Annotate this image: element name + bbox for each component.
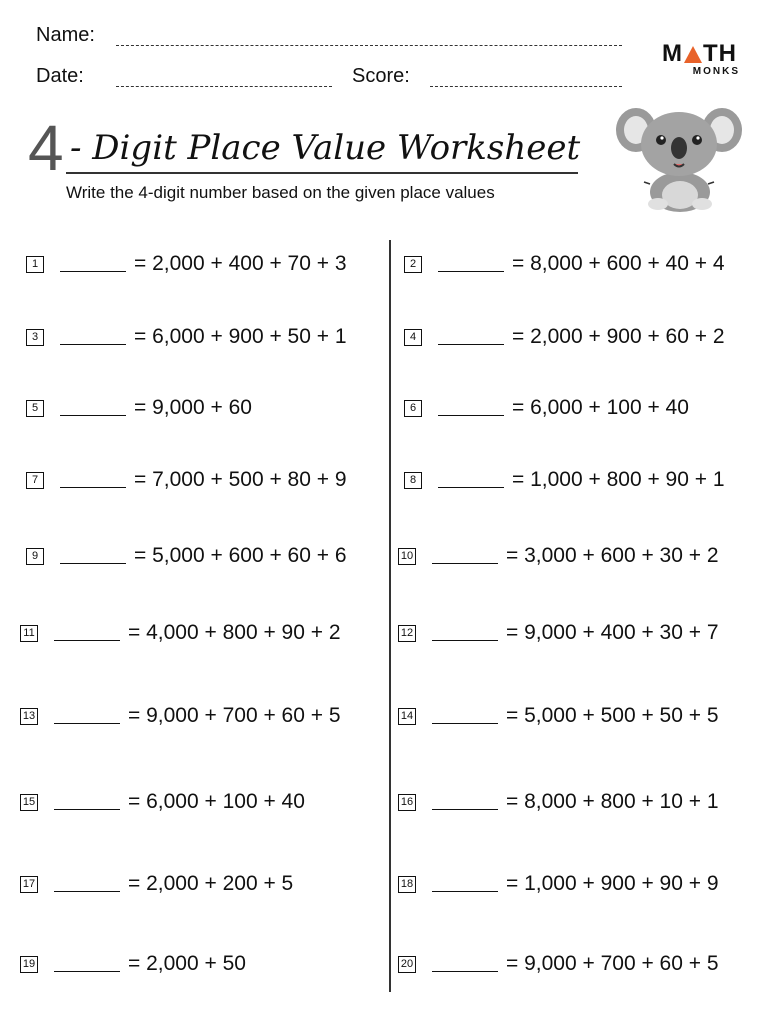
answer-blank[interactable]: [60, 401, 126, 416]
title-number: 4: [28, 112, 64, 184]
problem-number: 19: [20, 956, 38, 973]
problem-item: [20, 869, 293, 899]
problem-item: [404, 465, 725, 495]
problem-item: [398, 701, 719, 731]
problem-number: 1: [26, 256, 44, 273]
problem-expression: = 8,000 + 600 + 40 + 4: [512, 252, 725, 275]
problem-expression: = 9,000 + 60: [134, 396, 252, 419]
problem-number: 18: [398, 876, 416, 893]
problem-number: 15: [20, 794, 38, 811]
answer-blank[interactable]: [54, 877, 120, 892]
answer-blank[interactable]: [60, 330, 126, 345]
problem-item: [398, 618, 719, 648]
problem-expression: = 9,000 + 400 + 30 + 7: [506, 621, 719, 644]
problem-expression: = 2,000 + 400 + 70 + 3: [134, 252, 347, 275]
problem-item: [398, 869, 719, 899]
problem-number: 11: [20, 625, 38, 642]
problem-number: 17: [20, 876, 38, 893]
problem-item: [398, 541, 719, 571]
problem-expression: = 1,000 + 900 + 90 + 9: [506, 872, 719, 895]
column-divider: [389, 240, 391, 992]
answer-blank[interactable]: [432, 549, 498, 564]
answer-blank[interactable]: [60, 257, 126, 272]
answer-blank[interactable]: [54, 795, 120, 810]
problem-number: 14: [398, 708, 416, 725]
instructions: Write the 4-digit number based on the given place values: [66, 183, 495, 202]
problem-expression: = 5,000 + 500 + 50 + 5: [506, 704, 719, 727]
answer-blank[interactable]: [54, 957, 120, 972]
problem-expression: = 1,000 + 800 + 90 + 1: [512, 468, 725, 491]
score-label: Score:: [352, 65, 410, 87]
problem-number: 2: [404, 256, 422, 273]
problem-expression: = 6,000 + 100 + 40: [512, 396, 689, 419]
answer-blank[interactable]: [432, 709, 498, 724]
problem-item: [20, 618, 341, 648]
title-underline: [66, 172, 578, 174]
problem-item: [20, 787, 305, 817]
triangle-a-icon: [684, 46, 702, 63]
problem-number: 13: [20, 708, 38, 725]
problem-item: [20, 949, 246, 979]
problem-number: 5: [26, 400, 44, 417]
problem-item: [26, 393, 252, 423]
name-label: Name:: [36, 24, 95, 46]
logo-text-right: TH: [703, 40, 737, 67]
problem-number: 12: [398, 625, 416, 642]
answer-blank[interactable]: [432, 626, 498, 641]
problem-expression: = 6,000 + 900 + 50 + 1: [134, 325, 347, 348]
problem-item: [26, 322, 347, 352]
answer-blank[interactable]: [438, 330, 504, 345]
problem-item: [404, 393, 689, 423]
problem-number: 9: [26, 548, 44, 565]
score-field[interactable]: [430, 86, 622, 87]
answer-blank[interactable]: [438, 401, 504, 416]
logo-subtext: MONKS: [692, 66, 740, 77]
problem-expression: = 8,000 + 800 + 10 + 1: [506, 790, 719, 813]
problem-item: [404, 322, 725, 352]
problem-expression: = 9,000 + 700 + 60 + 5: [128, 704, 341, 727]
problem-expression: = 4,000 + 800 + 90 + 2: [128, 621, 341, 644]
answer-blank[interactable]: [60, 473, 126, 488]
date-field[interactable]: [116, 86, 332, 87]
problem-number: 7: [26, 472, 44, 489]
problem-item: [398, 787, 719, 817]
problem-expression: = 9,000 + 700 + 60 + 5: [506, 952, 719, 975]
answer-blank[interactable]: [432, 795, 498, 810]
math-monks-logo: [662, 40, 740, 77]
koala-icon: [614, 100, 744, 212]
problem-item: [398, 949, 719, 979]
answer-blank[interactable]: [54, 709, 120, 724]
problem-number: 20: [398, 956, 416, 973]
problem-item: [26, 249, 347, 279]
problem-expression: = 7,000 + 500 + 80 + 9: [134, 468, 347, 491]
answer-blank[interactable]: [54, 626, 120, 641]
page-title: - Digit Place Value Worksheet: [70, 128, 581, 168]
problem-item: [26, 465, 347, 495]
problem-number: 10: [398, 548, 416, 565]
problem-number: 8: [404, 472, 422, 489]
problem-number: 6: [404, 400, 422, 417]
name-field[interactable]: [116, 45, 622, 46]
problem-expression: = 2,000 + 200 + 5: [128, 872, 294, 895]
problem-item: [404, 249, 725, 279]
problem-expression: = 2,000 + 50: [128, 952, 246, 975]
problem-number: 4: [404, 329, 422, 346]
answer-blank[interactable]: [438, 257, 504, 272]
answer-blank[interactable]: [438, 473, 504, 488]
problem-item: [26, 541, 347, 571]
problem-expression: = 2,000 + 900 + 60 + 2: [512, 325, 725, 348]
answer-blank[interactable]: [432, 877, 498, 892]
problem-number: 16: [398, 794, 416, 811]
problem-expression: = 3,000 + 600 + 30 + 2: [506, 544, 719, 567]
problem-expression: = 5,000 + 600 + 60 + 6: [134, 544, 347, 567]
problem-item: [20, 701, 341, 731]
problem-number: 3: [26, 329, 44, 346]
answer-blank[interactable]: [432, 957, 498, 972]
problem-expression: = 6,000 + 100 + 40: [128, 790, 305, 813]
answer-blank[interactable]: [60, 549, 126, 564]
date-label: Date:: [36, 65, 84, 87]
logo-text-left: M: [662, 40, 683, 67]
